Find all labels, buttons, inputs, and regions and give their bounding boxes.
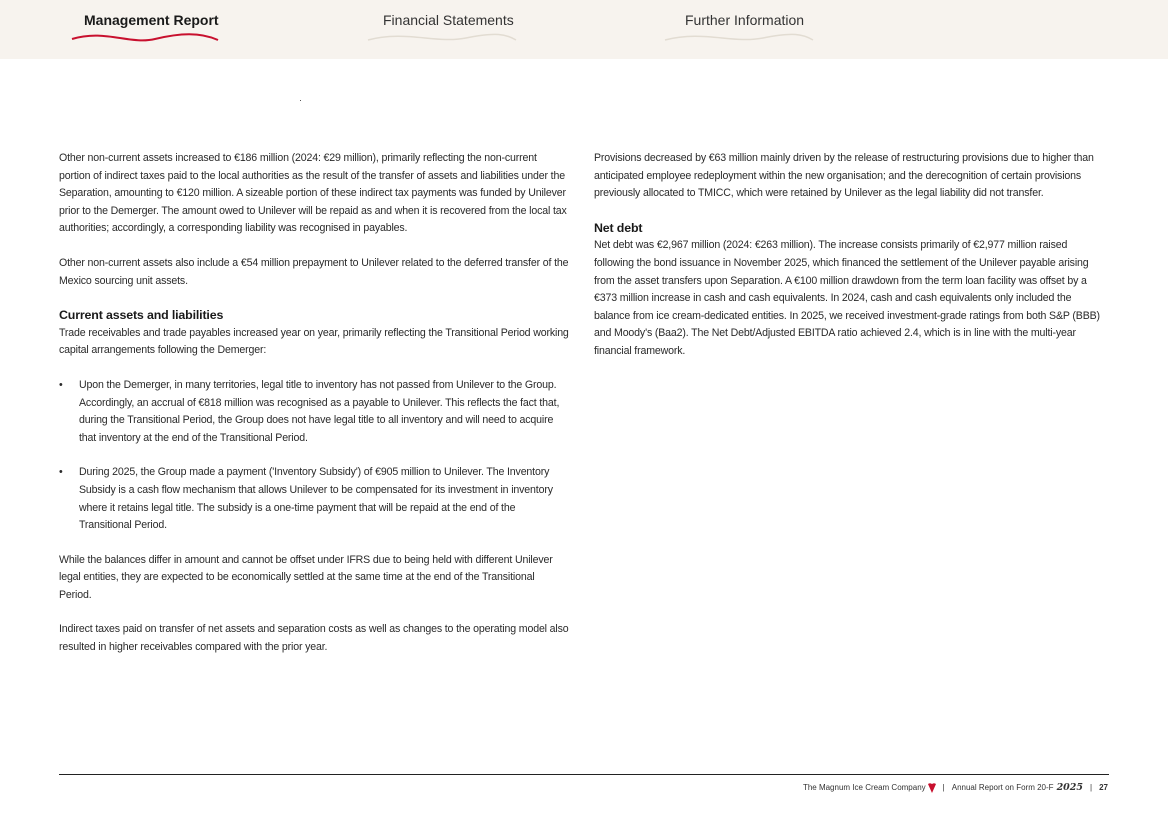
list-item: • Upon the Demerger, in many territories, legal title to inventory has not passed from Unilever to the Group. Accordingly, an accrual of €818 million was recognised as a payable to Unilever. This reflects the fact that, during the Transitional Period, the Group does not have legal title to all inventory and will need to acquire that inventory at the end of the Transitional Period.: [59, 378, 560, 444]
stray-mark: [300, 100, 301, 101]
paragraph-balances: While the balances differ in amount and cannot be offset under IFRS due to being held with different Unilever legal entities, they are expected to be economically settled at the same time at the end of the Transitional Period.: [59, 553, 553, 601]
paragraph-net-debt: Net debt was €2,967 million (2024: €263 million). The increase consists primarily of €2,977 million raised following the bond issuance in November 2025, which financed the settlement of the Unilever payable arising from the asset transfers upon Separation. A €100 million drawdown from the term loan facility was offset by a €373 million increase in cash and cash equivalents. In 2024, cash and cash equivalents only included the balance from ice cream-dedicated entities. In 2025, we received investment-grade ratings from both S&P (BBB) and Moody's (Baa2). The Net Debt/Adjusted EBITDA ratio achieved 2.4, which is in line with the multi-year financial framework.: [594, 239, 1100, 357]
tab-underline-decoration: [366, 30, 518, 44]
bullet-icon: •: [59, 466, 63, 479]
right-column: [594, 150, 1108, 378]
bullet-icon: •: [59, 378, 63, 391]
tab-financial-statements[interactable]: Financial Statements: [383, 12, 514, 28]
footer-separator: |: [1090, 783, 1093, 792]
page-number: 27: [1099, 783, 1108, 792]
paragraph-non-current-assets: Other non-current assets increased to €186 million (2024: €29 million), primarily reflecting the non-current portion of indirect taxes paid to the local authorities as the result of the transfer of assets and liabilities under the Separation, amounting to €120 million. A sizeable portion of these indirect tax payments was funded by Unilever prior to the Demerger. The amount owed to Unilever will be repaid as and when it is recovered from the local tax authorities; accordingly, a corresponding liability was recognised in payables.: [59, 152, 567, 235]
list-item: • During 2025, the Group made a payment ('Inventory Subsidy') of €905 million to Unilever. The Inventory Subsidy is a cash flow mechanism that allows Unilever to be compensated for its investment in inventory where it retains legal title. The subsidy is a one-time payment that will be repaid at the end of the Transitional Period.: [59, 466, 553, 532]
tab-underline-decoration: [663, 30, 815, 44]
page-footer: [803, 782, 1108, 793]
footer-separator: |: [942, 783, 945, 792]
heading-current-assets: Current assets and liabilities: [59, 308, 224, 323]
footer-report-title: Annual Report on Form 20-F: [951, 783, 1054, 792]
tab-further-information[interactable]: Further Information: [685, 12, 805, 28]
footer-divider: [59, 774, 1109, 775]
paragraph-trade-receivables: Trade receivables and trade payables increased year on year, primarily reflecting the Transitional Period working capital arrangements following the Demerger:: [59, 326, 569, 357]
bullet-list: [59, 377, 569, 535]
magnum-heart-icon: [928, 783, 936, 793]
top-navigation: [0, 0, 1168, 59]
paragraph-indirect-taxes: Indirect taxes paid on transfer of net assets and separation costs as well as changes to the operating model also resulted in higher receivables compared with the prior year.: [59, 623, 569, 654]
footer-year: 2025: [1056, 782, 1084, 793]
heading-net-debt: Net debt: [594, 220, 643, 235]
active-tab-underline: [70, 30, 220, 44]
paragraph-prepayment: Other non-current assets also include a €54 million prepayment to Unilever related to the deferred transfer of the Mexico sourcing unit assets.: [59, 256, 569, 287]
left-column: [59, 150, 569, 674]
paragraph-provisions: Provisions decreased by €63 million mainly driven by the release of restructuring provisions due to higher than anticipated employee redeployment within the new organisation; and the derecognition of certain provisions previously allocated to TMICC, which were retained by Unilever as the legal liability did not transfer.: [594, 152, 1094, 200]
footer-company-name: The Magnum Ice Cream Company: [802, 783, 926, 792]
tab-management-report[interactable]: Management Report: [84, 12, 219, 28]
